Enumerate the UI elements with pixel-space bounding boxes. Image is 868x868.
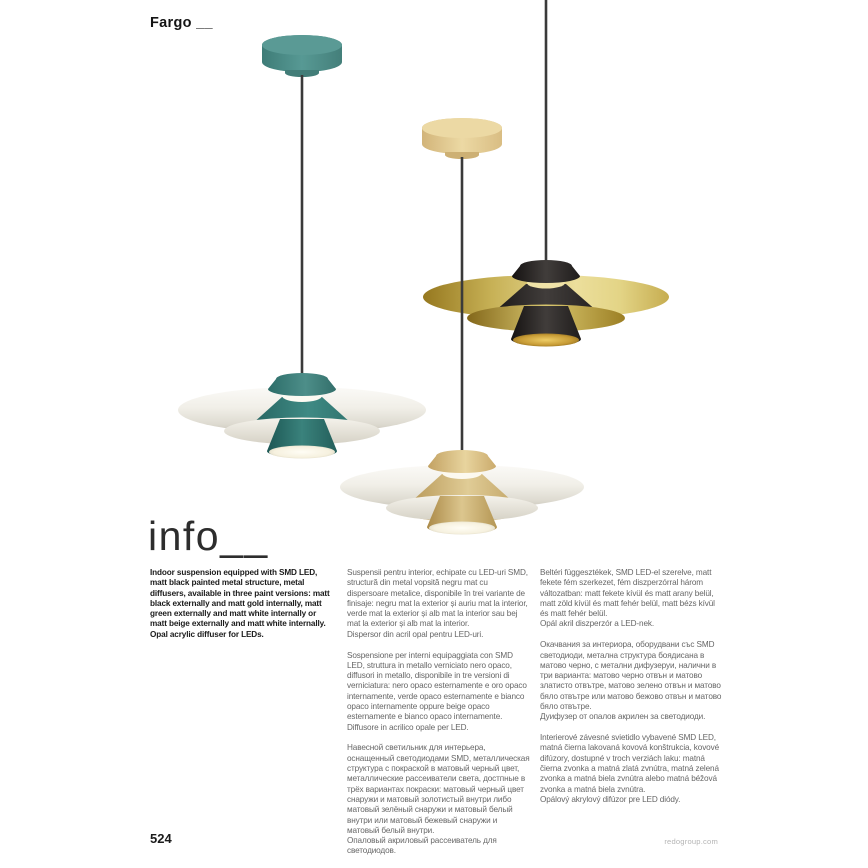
description-column-en <box>150 568 333 651</box>
description-paragraph: Beltéri függesztékek, SMD LED-el szerelve, matt fekete fém szerkezet, fém diszperzórral három változatban: matt fekete kívül és matt arany belül, matt zöld kívül és matt fehér belül, matt bézs kívül és matt fehér belül. Opál akril diszperzór a LED-nek. <box>540 568 715 629</box>
pendant-lamp-black-gold <box>423 0 669 347</box>
lamp-cap <box>428 450 496 473</box>
description-paragraph: Indoor suspension equipped with SMD LED, matt black painted metal structure, metal diffusers, available in three paint versions: matt black externally and matt gold internally, matt green externally and matt white internally or matt beige externally and matt white internally. Opal acrylic diffuser for LEDs. <box>150 568 330 639</box>
info-heading: info__ <box>148 513 269 559</box>
lamp-diffuser <box>429 522 495 535</box>
website-label: redogroup.com <box>664 837 718 846</box>
lamp-cap <box>512 260 580 283</box>
description-column-ro-it-ru <box>347 568 531 867</box>
description-paragraph: Навесной светильник для интерьера, оснащенный светодиодами SMD, металлическая структура с покраской в матовый черный цвет, металлические рассеиватели света, достпные в трёх вариантах покраски: матовый черный цвет снаружи и матовый золотистый внутри либо матовый зелёный снаружи и матовый белый внутри или матовый бежевый снаружи и матовый белый внутри. Опаловый акриловый рассеиватель для светодиодов. <box>347 743 530 856</box>
lamp-cord <box>461 157 464 456</box>
page-number: 524 <box>150 831 172 846</box>
lamp-diffuser <box>269 446 335 459</box>
description-paragraph: Suspensii pentru interior, echipate cu LED-uri SMD, structură din metal vopsită negru mat cu dispersoare metalice, disponibile în trei variante de finisaje: negru mat la exterior și auriu mat la interior, verde mat la exterior și alb mat la interior sau bej mat la exterior și alb mat la interior. Dispersor din acril opal pentru LED-uri. <box>347 568 528 639</box>
description-paragraph: Окачвания за интериора, оборудвани със SMD светодиоди, метална структура боядисана в матово черно, с метални дифузеруи, налични в три варианта: матово черно отвън и матово златисто отвътре, матово зелено отвън и матово бяло отвътре или матово бежово отвън и матово бяло отвътре. Дуифузер от опалов акрилен за светодиоди. <box>540 640 722 722</box>
lamp-diffuser <box>513 334 579 347</box>
description-paragraph: Sospensione per interni equipaggiata con SMD LED, struttura in metallo verniciato nero opaco, diffusori in metallo, disponibile in tre versioni di verniciatura: nero opaco esternamente e oro opaco internamente, verde opaco esternamente e bianco opaco internamente oppure beige opaco esternamente e bianco opaco internamente. Diffusore in acrilico opale per LED. <box>347 650 527 732</box>
description-paragraph: Interierové závesné svietidlo vybavené SMD LED, matná čierna lakovaná kovová konštrukcia, kovové difúzory, dostupné v troch verziách laku: matná čierna zvonka a matná zlatá zvnútra, matná zelená zvonka a matná biela zvnútra alebo matná béžová zvonka a matná biela zvnútra. Opálový akrylový difúzor pre LED diódy. <box>540 733 720 804</box>
lamp-cord <box>301 75 304 379</box>
description-column-hu-bg-sk <box>540 568 725 816</box>
lamp-cap <box>268 373 336 396</box>
lamp-cord <box>545 0 548 267</box>
page-title: Fargo __ <box>150 15 213 31</box>
pendant-lamp-green <box>178 35 426 459</box>
